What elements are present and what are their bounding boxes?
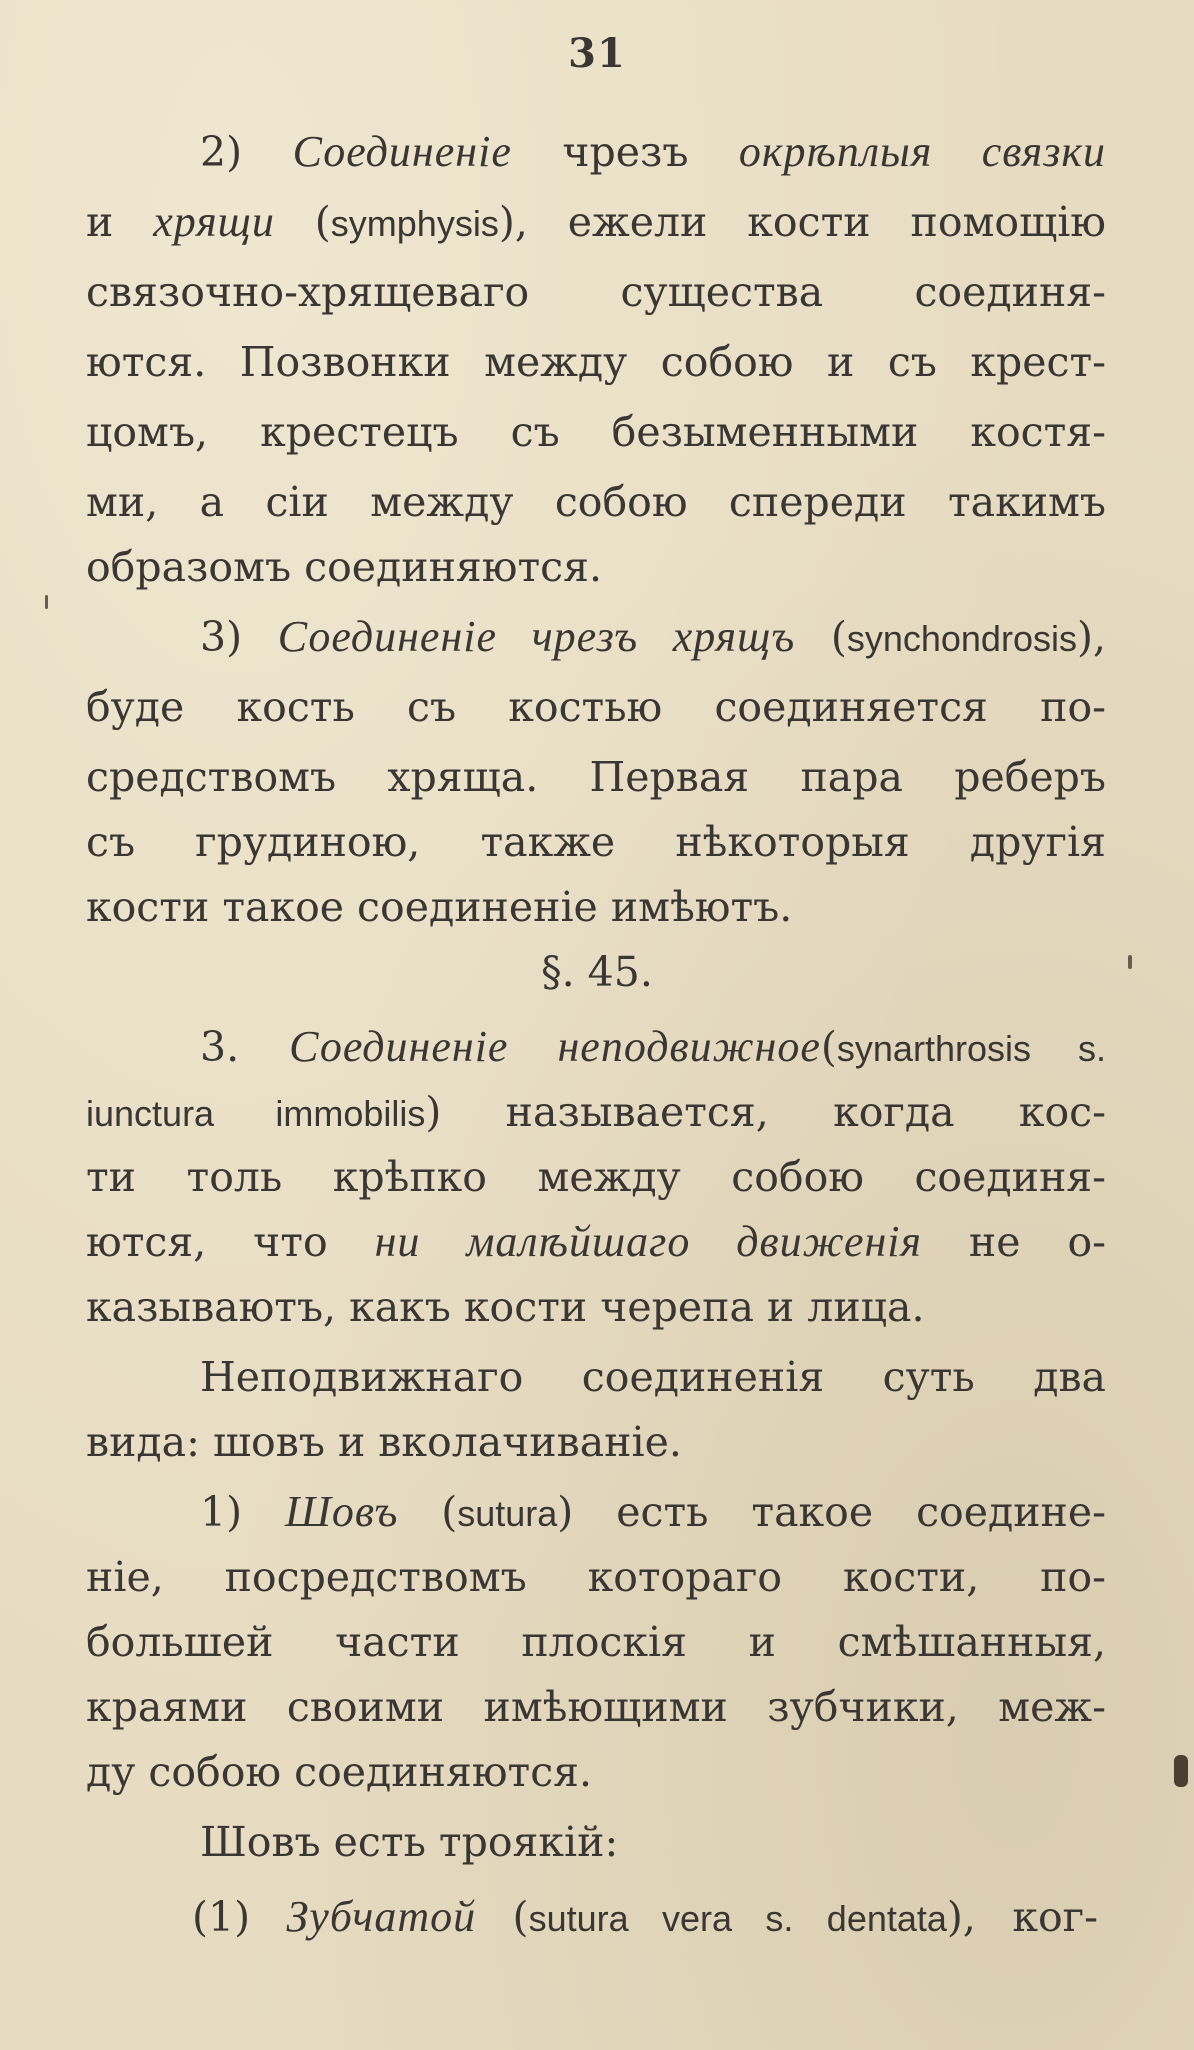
text-line bbox=[86, 195, 1106, 249]
text-line bbox=[86, 405, 1106, 459]
latin-term: synchondrosis bbox=[846, 618, 1077, 659]
latin-term: sutura bbox=[457, 1493, 558, 1534]
text-line bbox=[200, 125, 1106, 179]
text-segment: 1) bbox=[200, 1488, 286, 1536]
text-segment: краями своими имѣющими зубчики, меж- bbox=[86, 1683, 1106, 1731]
paper-blemish bbox=[1128, 955, 1132, 969]
text-segment: ), ежели кости помощiю bbox=[498, 198, 1106, 246]
text-segment: не о- bbox=[921, 1218, 1106, 1266]
latin-term: synarthrosis s. bbox=[836, 1028, 1106, 1069]
text-segment: большей части плоскiя и смѣшанныя, bbox=[86, 1618, 1106, 1666]
text-segment: нiе, посредствомъ котораго кости, по- bbox=[86, 1553, 1106, 1601]
text-segment: съ грудиною, также нѣкоторыя другiя bbox=[86, 818, 1106, 866]
text-line bbox=[200, 1815, 1106, 1869]
text-segment: ), ког- bbox=[946, 1893, 1098, 1941]
section-heading bbox=[0, 945, 1194, 999]
text-segment: Неподвижнаго соединенiя суть два bbox=[200, 1353, 1106, 1401]
text-line bbox=[200, 610, 1106, 664]
text-segment: цомъ, крестецъ съ безыменными костя- bbox=[86, 408, 1106, 456]
text-segment: ( bbox=[795, 613, 847, 661]
page-number: 31 bbox=[568, 30, 626, 77]
italic-term: хрящи bbox=[153, 197, 275, 246]
paper-blemish bbox=[45, 595, 48, 609]
text-line bbox=[86, 1280, 1106, 1334]
italic-term: Соединенiе чрезъ хрящъ bbox=[277, 612, 796, 661]
text-line bbox=[86, 1745, 1106, 1799]
text-segment: вида: шовъ и вколачиванiе. bbox=[86, 1418, 682, 1466]
text-segment: 2) bbox=[200, 128, 293, 176]
text-line bbox=[86, 880, 1106, 934]
text-segment: связочно-хрящеваго существа соединя- bbox=[86, 268, 1106, 316]
text-segment: ( bbox=[274, 198, 331, 246]
italic-term: Зубчатой bbox=[286, 1892, 477, 1941]
text-segment: 3. bbox=[200, 1023, 290, 1071]
text-line bbox=[86, 475, 1106, 529]
text-segment: ) называется, когда кос- bbox=[425, 1088, 1106, 1136]
text-line bbox=[86, 1150, 1106, 1204]
text-segment: ), bbox=[1076, 613, 1106, 661]
text-line bbox=[86, 1215, 1106, 1269]
latin-term: iunctura immobilis bbox=[86, 1093, 426, 1134]
text-segment: буде кость съ костью соединяется по- bbox=[86, 683, 1106, 731]
text-segment: кости такое соединенiе имѣютъ. bbox=[86, 883, 793, 931]
paper-blemish bbox=[1174, 1755, 1188, 1787]
latin-term: sutura vera s. dentata bbox=[528, 1898, 947, 1939]
text-segment: 3) bbox=[200, 613, 278, 661]
text-line bbox=[86, 335, 1106, 389]
section-number: §. 45. bbox=[541, 948, 653, 996]
text-segment: и bbox=[86, 198, 154, 246]
italic-term: Соединенiе bbox=[292, 127, 512, 176]
text-segment: ( bbox=[476, 1893, 529, 1941]
italic-term: Шовъ bbox=[285, 1487, 399, 1536]
text-segment: образомъ соединяются. bbox=[86, 543, 603, 591]
text-segment: средствомъ хряща. Первая пара реберъ bbox=[86, 753, 1106, 801]
text-line bbox=[86, 680, 1106, 734]
text-line bbox=[86, 1085, 1106, 1139]
text-segment: казываютъ, какъ кости черепа и лица. bbox=[86, 1283, 925, 1331]
text-segment: ются, что bbox=[86, 1218, 375, 1266]
text-segment: ( bbox=[820, 1023, 837, 1071]
italic-term: окрѣплыя связки bbox=[738, 127, 1106, 176]
text-segment: ются. Позвонки между собою и съ крест- bbox=[86, 338, 1106, 386]
text-segment: (1) bbox=[192, 1893, 287, 1941]
text-segment: ) есть такое соедине- bbox=[557, 1488, 1106, 1536]
text-line bbox=[86, 1680, 1106, 1734]
text-line bbox=[86, 540, 1106, 594]
text-segment: ду собою соединяются. bbox=[86, 1748, 593, 1796]
text-segment: Шовъ есть троякiй: bbox=[200, 1818, 619, 1866]
text-line bbox=[192, 1890, 1098, 1944]
text-line bbox=[86, 1615, 1106, 1669]
text-segment: ( bbox=[398, 1488, 458, 1536]
text-line bbox=[86, 1415, 1106, 1469]
text-segment: ти толь крѣпко между собою соединя- bbox=[86, 1153, 1106, 1201]
text-line bbox=[86, 265, 1106, 319]
italic-term: Соединенiе неподвижное bbox=[289, 1022, 821, 1071]
text-line bbox=[86, 815, 1106, 869]
text-segment: ми, а сiи между собою спереди такимъ bbox=[86, 478, 1106, 526]
text-line bbox=[200, 1485, 1106, 1539]
latin-term: symphysis bbox=[330, 203, 499, 244]
text-line bbox=[200, 1020, 1106, 1074]
text-line bbox=[86, 750, 1106, 804]
text-line bbox=[86, 1550, 1106, 1604]
italic-term: ни малѣйшаго движенiя bbox=[374, 1217, 922, 1266]
text-line bbox=[200, 1350, 1106, 1404]
text-segment: чрезъ bbox=[511, 128, 739, 176]
